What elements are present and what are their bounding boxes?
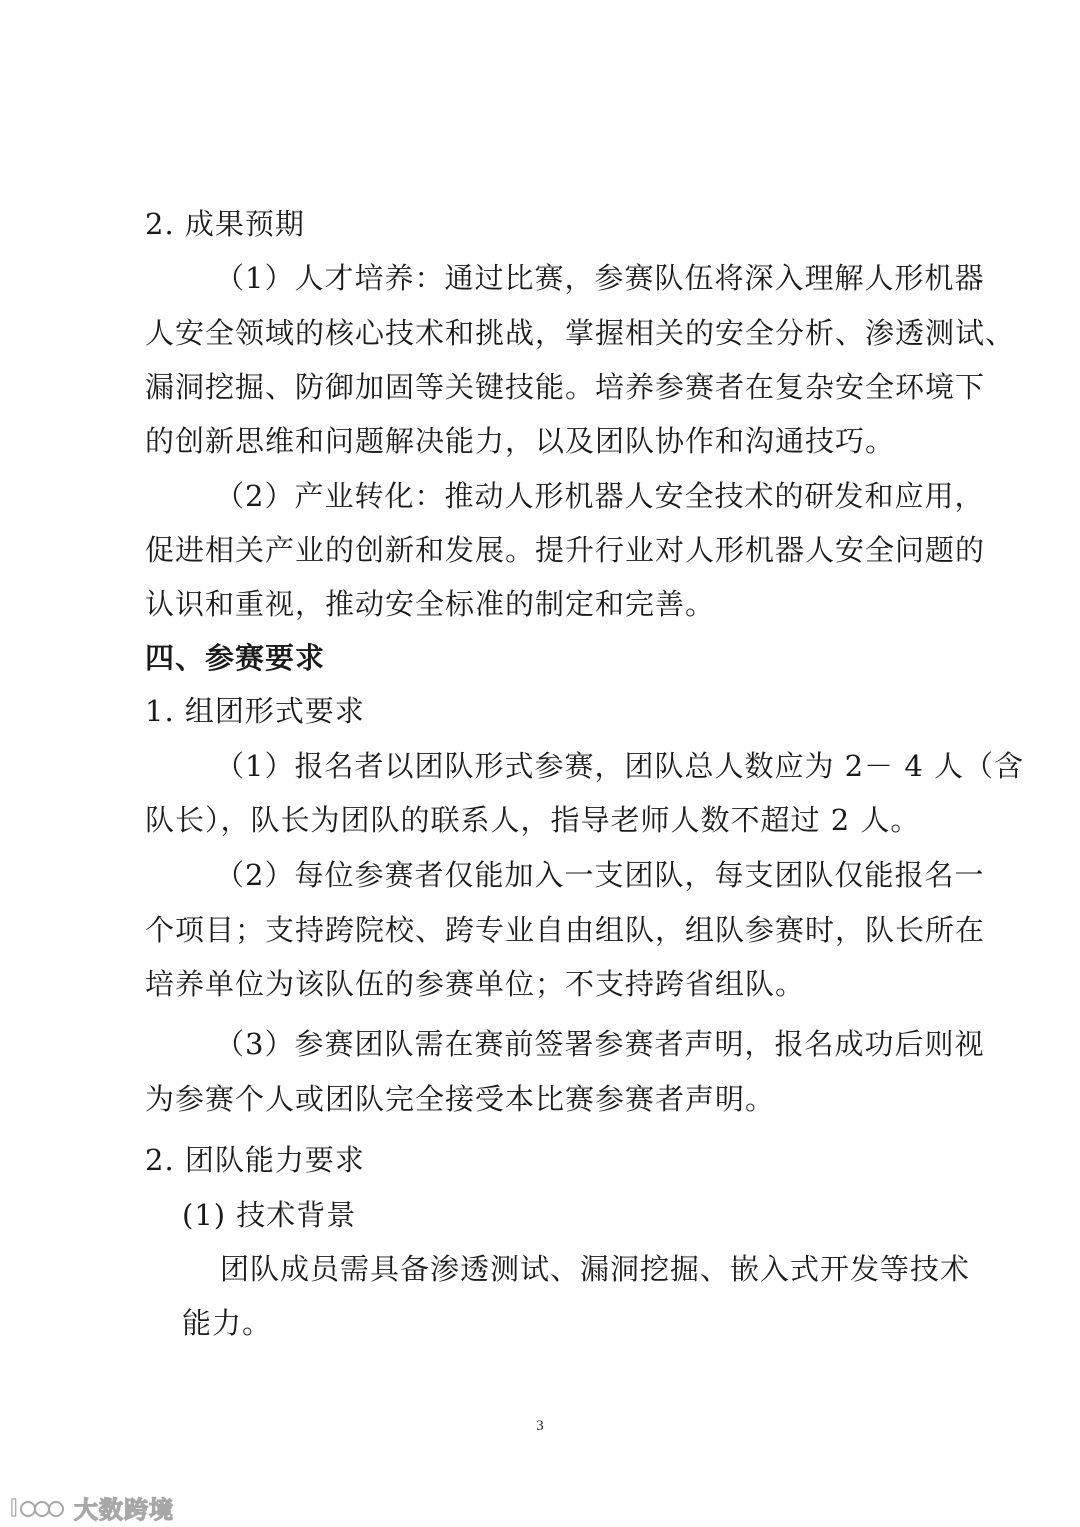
watermark: [8, 1490, 174, 1525]
paragraph-line: 团队成员需具备渗透测试、漏洞挖掘、嵌入式开发等技术: [220, 1252, 971, 1286]
paragraph-line: 为参赛个人或团队完全接受本比赛参赛者声明。: [145, 1082, 776, 1116]
paragraph-line: （3）参赛团队需在赛前签署参赛者声明，报名成功后则视: [215, 1027, 985, 1061]
paragraph-line: 培养单位为该队伍的参赛单位；不支持跨省组队。: [145, 967, 806, 1001]
paragraph-line: 认识和重视，推动安全标准的制定和完善。: [145, 587, 716, 621]
paragraph-line: 的创新思维和问题解决能力，以及团队协作和沟通技巧。: [145, 424, 896, 458]
subsection-heading-team-ability: 2. 团队能力要求: [145, 1143, 365, 1177]
paragraph-line: 队长），队长为团队的联系人，指导老师人数不超过 2 人。: [145, 803, 921, 837]
page-number: 3: [536, 1418, 544, 1434]
paragraph-line: 个项目；支持跨院校、跨专业自由组队，组队参赛时，队长所在: [145, 913, 986, 947]
section-heading-requirements: 四、参赛要求: [145, 641, 326, 675]
watermark-text: 大数跨境: [74, 1496, 174, 1524]
paragraph-line: 人安全领域的核心技术和挑战，掌握相关的安全分析、渗透测试、: [145, 316, 1016, 350]
watermark-logo-icon: [8, 1494, 68, 1522]
paragraph-line: 促进相关产业的创新和发展。提升行业对人形机器人安全问题的: [145, 533, 986, 567]
subsection-heading-team-format: 1. 组团形式要求: [145, 694, 365, 728]
subsection-heading-tech-background: (1) 技术背景: [182, 1198, 357, 1232]
paragraph-line: （1）报名者以团队形式参赛，团队总人数应为 2－ 4 人（含: [215, 749, 1025, 783]
paragraph-line: 能力。: [182, 1306, 273, 1340]
paragraph-line: 漏洞挖掘、防御加固等关键技能。培养参赛者在复杂安全环境下: [145, 370, 986, 404]
paragraph-line: （2）每位参赛者仅能加入一支团队，每支团队仅能报名一: [215, 858, 985, 892]
svg-text:l: l: [10, 1496, 18, 1522]
section-heading-expected-results: 2. 成果预期: [145, 207, 305, 241]
paragraph-line: （1）人才培养：通过比赛，参赛队伍将深入理解人形机器: [215, 261, 985, 295]
paragraph-line: （2）产业转化：推动人形机器人安全技术的研发和应用，: [215, 479, 985, 513]
